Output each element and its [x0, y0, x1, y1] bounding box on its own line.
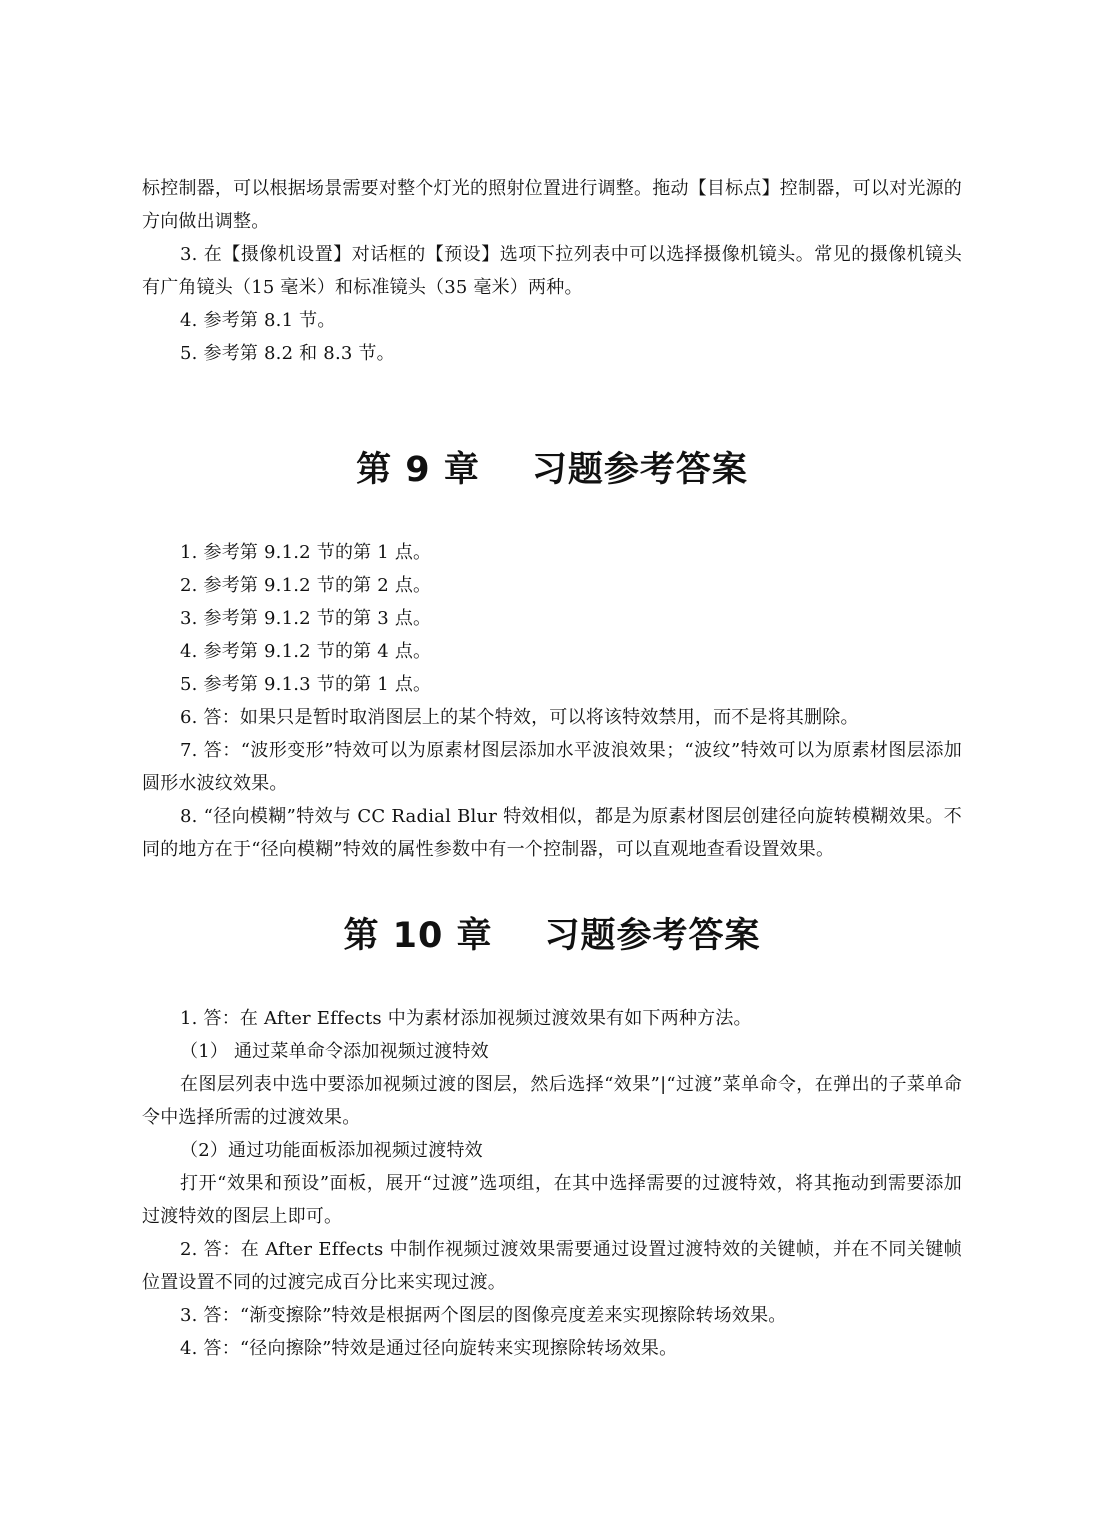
intro-paragraph: 标控制器，可以根据场景需要对整个灯光的照射位置进行调整。拖动【目标点】控制器，可以对光源的方向做出调整。 — [142, 178, 962, 232]
chapter-10-heading — [142, 912, 962, 960]
chapter-9-number: 第 9 章 — [356, 450, 480, 490]
intro-paragraph: 3. 在【摄像机设置】对话框的【预设】选项下拉列表中可以选择摄像机镜头。常见的摄像机镜头有广角镜头（15 毫米）和标准镜头（35 毫米）两种。 — [142, 244, 962, 298]
chapter-9-item: 6. 答：如果只是暂时取消图层上的某个特效，可以将该特效禁用，而不是将其删除。 — [180, 707, 859, 728]
chapter-10-title: 习题参考答案 — [544, 916, 761, 956]
chapter-9-heading — [142, 446, 962, 494]
chapter-10-item: 3. 答：“渐变擦除”特效是根据两个图层的图像亮度差来实现擦除转场效果。 — [180, 1305, 787, 1326]
chapter-10-item: 在图层列表中选中要添加视频过渡的图层，然后选择“效果”|“过渡”菜单命令，在弹出的子菜单命令中选择所需的过渡效果。 — [142, 1074, 962, 1128]
chapter-10-item: （1） 通过菜单命令添加视频过渡特效 — [180, 1041, 489, 1062]
page-content — [142, 172, 962, 1365]
chapter-10-item: 1. 答：在 After Effects 中为素材添加视频过渡效果有如下两种方法。 — [180, 1008, 752, 1029]
chapter-10-item: 2. 答：在 After Effects 中制作视频过渡效果需要通过设置过渡特效的关键帧，并在不同关键帧位置设置不同的过渡完成百分比来实现过渡。 — [142, 1239, 962, 1293]
intro-paragraph: 5. 参考第 8.2 和 8.3 节。 — [180, 343, 395, 364]
chapter-9-title: 习题参考答案 — [531, 450, 748, 490]
chapter-9-item: 7. 答：“波形变形”特效可以为原素材图层添加水平波浪效果；“波纹”特效可以为原素材图层添加圆形水波纹效果。 — [142, 740, 962, 794]
chapter-9-item: 1. 参考第 9.1.2 节的第 1 点。 — [180, 542, 432, 563]
chapter-9-item: 3. 参考第 9.1.2 节的第 3 点。 — [180, 608, 432, 629]
chapter-9-item: 2. 参考第 9.1.2 节的第 2 点。 — [180, 575, 432, 596]
chapter-9-item: 8. “径向模糊”特效与 CC Radial Blur 特效相似，都是为原素材图层创建径向旋转模糊效果。不同的地方在于“径向模糊”特效的属性参数中有一个控制器，可以直观地查看设置效果。 — [142, 806, 962, 860]
chapter-10-item: （2）通过功能面板添加视频过渡特效 — [180, 1140, 483, 1161]
chapter-9-item: 4. 参考第 9.1.2 节的第 4 点。 — [180, 641, 432, 662]
chapter-10-item: 4. 答：“径向擦除”特效是通过径向旋转来实现擦除转场效果。 — [180, 1338, 678, 1359]
intro-paragraph: 4. 参考第 8.1 节。 — [180, 310, 336, 331]
chapter-10-item: 打开“效果和预设”面板，展开“过渡”选项组，在其中选择需要的过渡特效，将其拖动到需要添加过渡特效的图层上即可。 — [142, 1173, 962, 1227]
chapter-10-number: 第 10 章 — [343, 916, 493, 956]
chapter-9-item: 5. 参考第 9.1.3 节的第 1 点。 — [180, 674, 432, 695]
